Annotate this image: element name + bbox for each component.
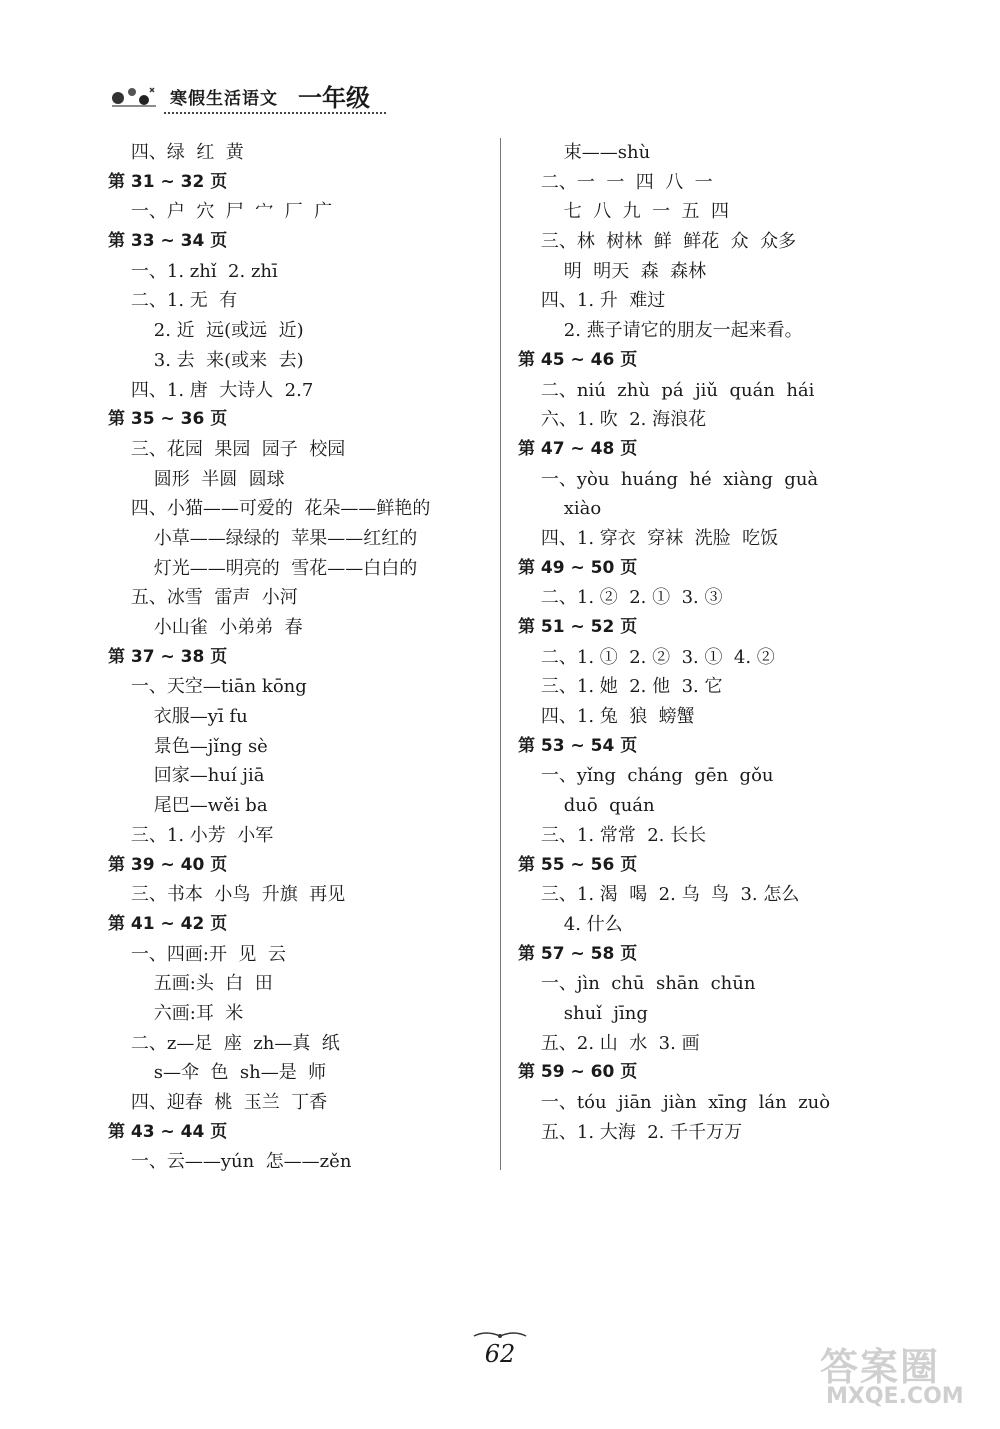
answer-line: 四、绿 红 黄 [108, 142, 244, 163]
book-title: 寒假生活语文 [170, 89, 278, 109]
page-range-heading: 第 39 ~ 40 页 [108, 854, 228, 875]
answer-line: 衣服—yī fu [108, 706, 248, 728]
answer-line: 五、1. 大海 2. 千千万万 [518, 1121, 743, 1143]
answer-line: 三、1. 渴 喝 2. 乌 鸟 3. 怎么 [518, 884, 800, 906]
answer-line: 四、1. 穿衣 穿袜 洗脸 吃饭 [518, 527, 779, 549]
answer-line: 小草——绿绿的 苹果——红红的 [108, 527, 418, 549]
answer-line: 二、z—足 座 zh—真 纸 [108, 1032, 340, 1054]
answer-line: 三、1. 小芳 小军 [108, 824, 274, 846]
answer-line: 一、四画:开 见 云 [108, 943, 286, 965]
answer-line: shuǐ jīng [518, 1002, 648, 1024]
page-range-heading: 第 41 ~ 42 页 [108, 913, 228, 934]
answer-line: 3. 去 来(或来 去) [108, 349, 304, 371]
answer-line: 二、一 一 四 八 一 [518, 171, 713, 193]
answer-line: 一、天空—tiān kōng [108, 676, 307, 698]
answer-line: 一、yǐng cháng gēn gǒu [518, 765, 774, 787]
answer-line: duō quán [518, 795, 655, 817]
answer-line: 四、1. 兔 狼 螃蟹 [518, 706, 695, 728]
page-range-heading: 第 55 ~ 56 页 [518, 854, 638, 875]
answer-line: 七 八 九 一 五 四 [518, 201, 729, 223]
answer-line: 一、yòu huáng hé xiàng guà [518, 468, 819, 490]
page-number: 62 [484, 1340, 516, 1368]
answer-line: 小山雀 小弟弟 春 [108, 617, 303, 638]
answer-line: 五、冰雪 雷声 小河 [108, 587, 298, 609]
answer-line: 二、1. ② 2. ① 3. ③ [518, 587, 723, 609]
answer-line: 一、1. zhǐ 2. zhī [108, 260, 278, 282]
answer-line: 三、林 树林 鲜 鲜花 众 众多 [518, 231, 797, 253]
answer-line: 2. 近 远(或远 近) [108, 320, 304, 342]
answer-line: 尾巴—wěi ba [108, 795, 268, 817]
right-answer-column [518, 138, 918, 1147]
page-range-heading: 第 43 ~ 44 页 [108, 1121, 228, 1142]
page-range-heading: 第 57 ~ 58 页 [518, 943, 638, 964]
answer-line: 二、1. ① 2. ② 3. ① 4. ② [518, 646, 775, 668]
page-range-heading: 第 49 ~ 50 页 [518, 557, 638, 578]
answer-line: 景色—jǐng sè [108, 735, 268, 757]
answer-line: 灯光——明亮的 雪花——白白的 [108, 557, 418, 579]
page-range-heading: 第 53 ~ 54 页 [518, 735, 638, 756]
page-range-heading: 第 45 ~ 46 页 [518, 349, 638, 370]
answer-line: 四、1. 升 难过 [518, 290, 666, 312]
header-rule [164, 112, 386, 114]
answer-line: 明 明天 森 森林 [518, 260, 707, 282]
page-range-heading: 第 35 ~ 36 页 [108, 409, 228, 430]
watermark [820, 1336, 985, 1416]
watermark-cn: 答案圈 [820, 1345, 941, 1389]
page-header [108, 78, 408, 126]
snowflake-decoration-icon [108, 82, 160, 112]
page-range-heading: 第 31 ~ 32 页 [108, 171, 228, 192]
answer-line: 五画:头 白 田 [108, 973, 273, 995]
answer-line: 4. 什么 [518, 913, 623, 935]
page-range-heading: 第 51 ~ 52 页 [518, 617, 638, 637]
ornament-icon [472, 1330, 528, 1340]
watermark-en: MXQE.COM [826, 1384, 964, 1409]
answer-line: 束——shù [518, 142, 651, 163]
answer-line: 三、1. 常常 2. 长长 [518, 824, 707, 846]
answer-line: s—伞 色 sh—是 师 [108, 1062, 327, 1084]
answer-line: 一、tóu jiān jiàn xīng lán zuò [518, 1092, 831, 1113]
answer-line: 一、云——yún 怎——zěn [108, 1151, 352, 1173]
answer-line: xiào [518, 498, 602, 520]
answer-line: 一、jìn chū shān chūn [518, 973, 756, 995]
page-range-heading: 第 33 ~ 34 页 [108, 231, 228, 252]
answer-line: 一、户 穴 尸 宀 厂 广 [108, 201, 333, 223]
answer-line: 六、1. 吹 2. 海浪花 [518, 409, 707, 431]
answer-line: 四、迎春 桃 玉兰 丁香 [108, 1092, 328, 1113]
answer-line: 六画:耳 米 [108, 1002, 244, 1024]
answer-line: 二、1. 无 有 [108, 290, 238, 312]
column-divider [500, 138, 501, 1170]
page-range-heading: 第 37 ~ 38 页 [108, 646, 228, 667]
answer-line: 四、1. 唐 大诗人 2.7 [108, 379, 314, 401]
answer-line: 圆形 半圆 圆球 [108, 468, 285, 490]
grade-label: 一年级 [298, 84, 370, 112]
answer-line: 回家—huí jiā [108, 765, 265, 787]
answer-line: 三、书本 小鸟 升旗 再见 [108, 884, 346, 906]
answer-line: 三、1. 她 2. 他 3. 它 [518, 676, 723, 698]
left-answer-column [108, 138, 498, 1177]
answer-line: 四、小猫——可爱的 花朵——鲜艳的 [108, 498, 431, 520]
page-range-heading: 第 47 ~ 48 页 [518, 438, 638, 459]
page-range-heading: 第 59 ~ 60 页 [518, 1062, 638, 1083]
page-number-box [440, 1330, 560, 1378]
answer-line: 三、花园 果园 园子 校园 [108, 438, 346, 460]
answer-line: 五、2. 山 水 3. 画 [518, 1032, 700, 1054]
answer-line: 2. 燕子请它的朋友一起来看。 [518, 320, 803, 342]
answer-line: 二、niú zhù pá jiǔ quán hái [518, 379, 815, 401]
